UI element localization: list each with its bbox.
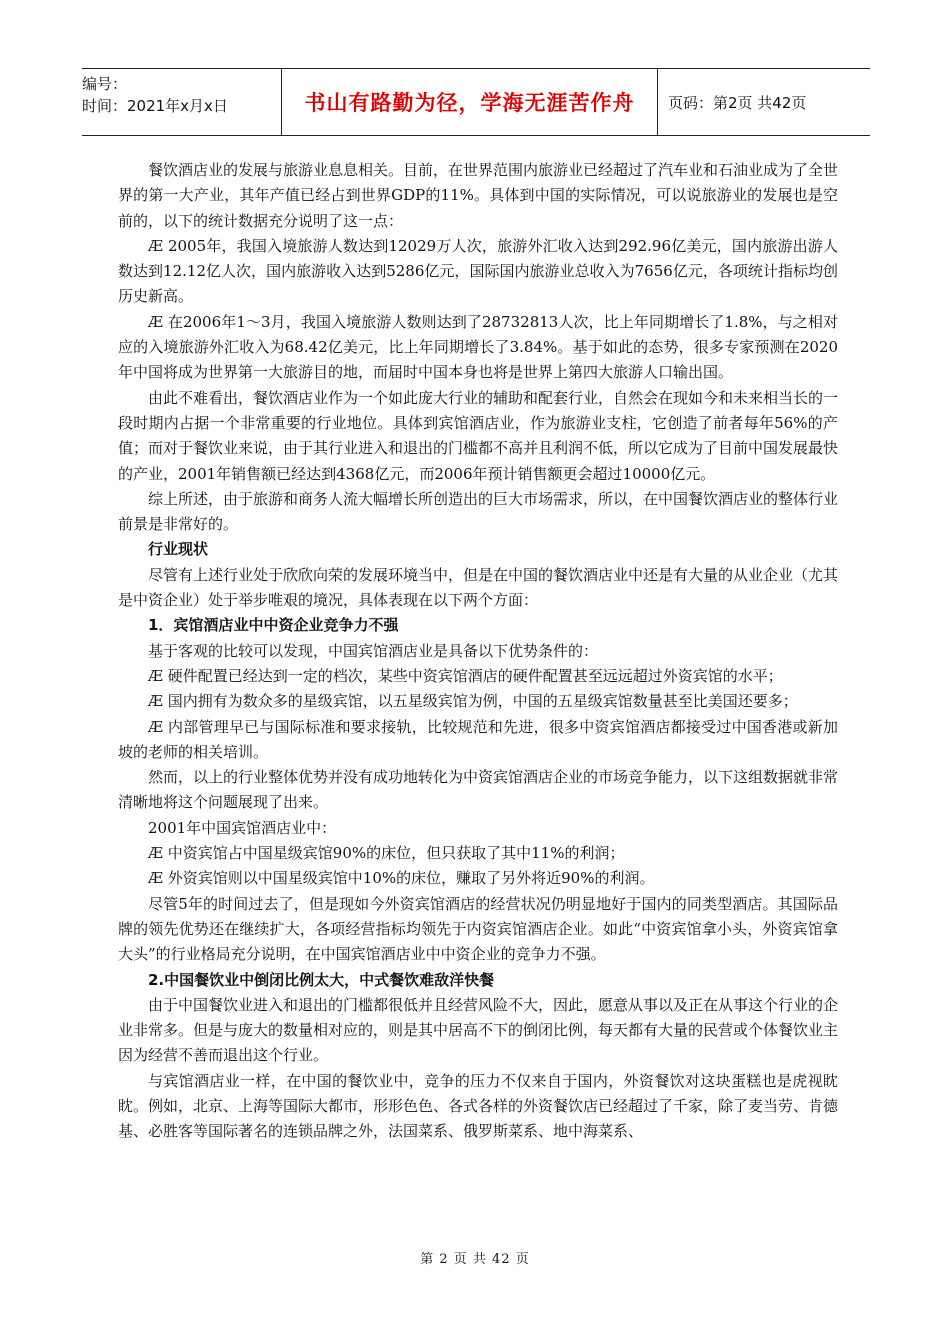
body-paragraph: 然而，以上的行业整体优势并没有成功地转化为中资宾馆酒店企业的市场竞争能力，以下这组数据就非常清晰地将这个问题展现了出来。	[118, 768, 839, 812]
body-paragraph: Æ 国内拥有为数众多的星级宾馆，以五星级宾馆为例，中国的五星级宾馆数量甚至比美国还要多；	[148, 692, 798, 711]
body-paragraph: 2001年中国宾馆酒店业中：	[148, 818, 337, 837]
body-paragraph: Æ 内部管理早已与国际标准和要求接轨，比较规范和先进，很多中资宾馆酒店都接受过中国香港或新加坡的老师的相关培训。	[118, 717, 838, 761]
header-meta	[82, 69, 282, 135]
body-paragraph: 餐饮酒店业的发展与旅游业息息相关。目前，在世界范围内旅游业已经超过了汽车业和石油业成为了全世界的第一大产业，其年产值已经占到世界GDP的11%。具体到中国的实际情况，可以说旅游业的发展也是空前的，以下的统计数据充分说明了这一点：	[118, 161, 839, 230]
body-paragraph: 由于中国餐饮业进入和退出的门槛都很低并且经营风险不大，因此，愿意从事以及正在从事这个行业的企业非常多。但是与庞大的数量相对应的，则是其中居高不下的倒闭比例，每天都有大量的民营或个体餐饮业主因为经营不善而退出这个行业。	[118, 995, 839, 1065]
document-body	[118, 158, 838, 1145]
body-paragraph: Æ 外资宾馆则以中国星级宾馆中10%的床位，赚取了另外将近90%的利润。	[148, 869, 655, 888]
section-heading: 行业现状	[148, 540, 209, 559]
page-header	[82, 68, 870, 136]
body-paragraph: Æ 中资宾馆占中国星级宾馆90%的床位，但只获取了其中11%的利润；	[148, 844, 625, 863]
body-paragraph: 尽管5年的时间过去了，但是现如今外资宾馆酒店的经营状况仍明显地好于国内的同类型酒店。其国际品牌的领先优势还在继续扩大，各项经营指标均领先于内资宾馆酒店企业。如此“中资宾馆拿小头，外资宾馆拿大头”的行业格局充分说明，在中国宾馆酒店业中中资企业的竞争力不强。	[118, 894, 838, 964]
code-label: 编号：	[82, 75, 128, 93]
section-heading: 2.中国餐饮业中倒闭比例太大，中式餐饮难敌洋快餐	[148, 970, 495, 989]
body-paragraph: 综上所述，由于旅游和商务人流大幅增长所创造出的巨大市场需求，所以，在中国餐饮酒店业的整体行业前景是非常好的。	[118, 489, 839, 534]
body-paragraph: 由此不难看出，餐饮酒店业作为一个如此庞大行业的辅助和配套行业，自然会在现如今和未来相当长的一段时期内占据一个非常重要的行业地位。具体到宾馆酒店业，作为旅游业支柱，它创造了前者每年56%的产值；而对于餐饮业来说，由于其行业进入和退出的门槛都不高并且利润不低，所以它成为了目前中国发展最快的产业，2001年销售额已经达到4368亿元，而2006年预计销售额更会超过10000亿元。	[118, 388, 839, 483]
body-paragraph: Æ 在2006年1～3月，我国入境旅游人数则达到了28732813人次，比上年同期增长了1.8%，与之相对应的入境旅游外汇收入为68.42亿美元，比上年同期增长了3.84%。基于如此的态势，很多专家预测在2020年中国将成为世界第一大旅游目的地，而届时中国本身也将是世界上第四大旅游人口输出国。	[118, 312, 838, 382]
motto-text: 书山有路勤为径，学海无涯苦作舟	[304, 91, 635, 115]
body-paragraph: 尽管有上述行业处于欣欣向荣的发展环境当中，但是在中国的餐饮酒店业中还是有大量的从业企业（尤其是中资企业）处于举步唯艰的境况，具体表现在以下两个方面：	[118, 565, 839, 610]
body-paragraph: 基于客观的比较可以发现，中国宾馆酒店业是具备以下优势条件的：	[148, 641, 599, 660]
footer-page-number: 第 2 页 共 42 页	[420, 1252, 530, 1267]
body-paragraph: Æ 硬件配置已经达到一定的档次，某些中资宾馆酒店的硬件配置甚至远远超过外资宾馆的水平；	[148, 666, 783, 685]
body-paragraph: 与宾馆酒店业一样，在中国的餐饮业中，竞争的压力不仅来自于国内，外资餐饮对这块蛋糕也是虎视眈眈。例如，北京、上海等国际大都市，形形色色、各式各样的外资餐饮店已经超过了千家，除了麦当劳、肯德基、必胜客等国际著名的连锁品牌之外，法国菜系、俄罗斯菜系、地中海菜系、	[118, 1071, 839, 1141]
header-page-info	[658, 69, 870, 135]
page-footer	[0, 1248, 950, 1267]
date-label: 时间：2021年x月x日	[82, 97, 228, 115]
section-heading: 1．宾馆酒店业中中资企业竞争力不强	[148, 616, 399, 635]
page-info-text: 页码：第2页 共42页	[668, 93, 807, 112]
header-motto-cell	[282, 69, 658, 135]
body-paragraph: Æ 2005年，我国入境旅游人数达到12029万人次，旅游外汇收入达到292.96亿美元，国内旅游出游人数达到12.12亿人次，国内旅游收入达到5286亿元，国际国内旅游业总收入为7656亿元，各项统计指标均创历史新高。	[118, 236, 838, 306]
